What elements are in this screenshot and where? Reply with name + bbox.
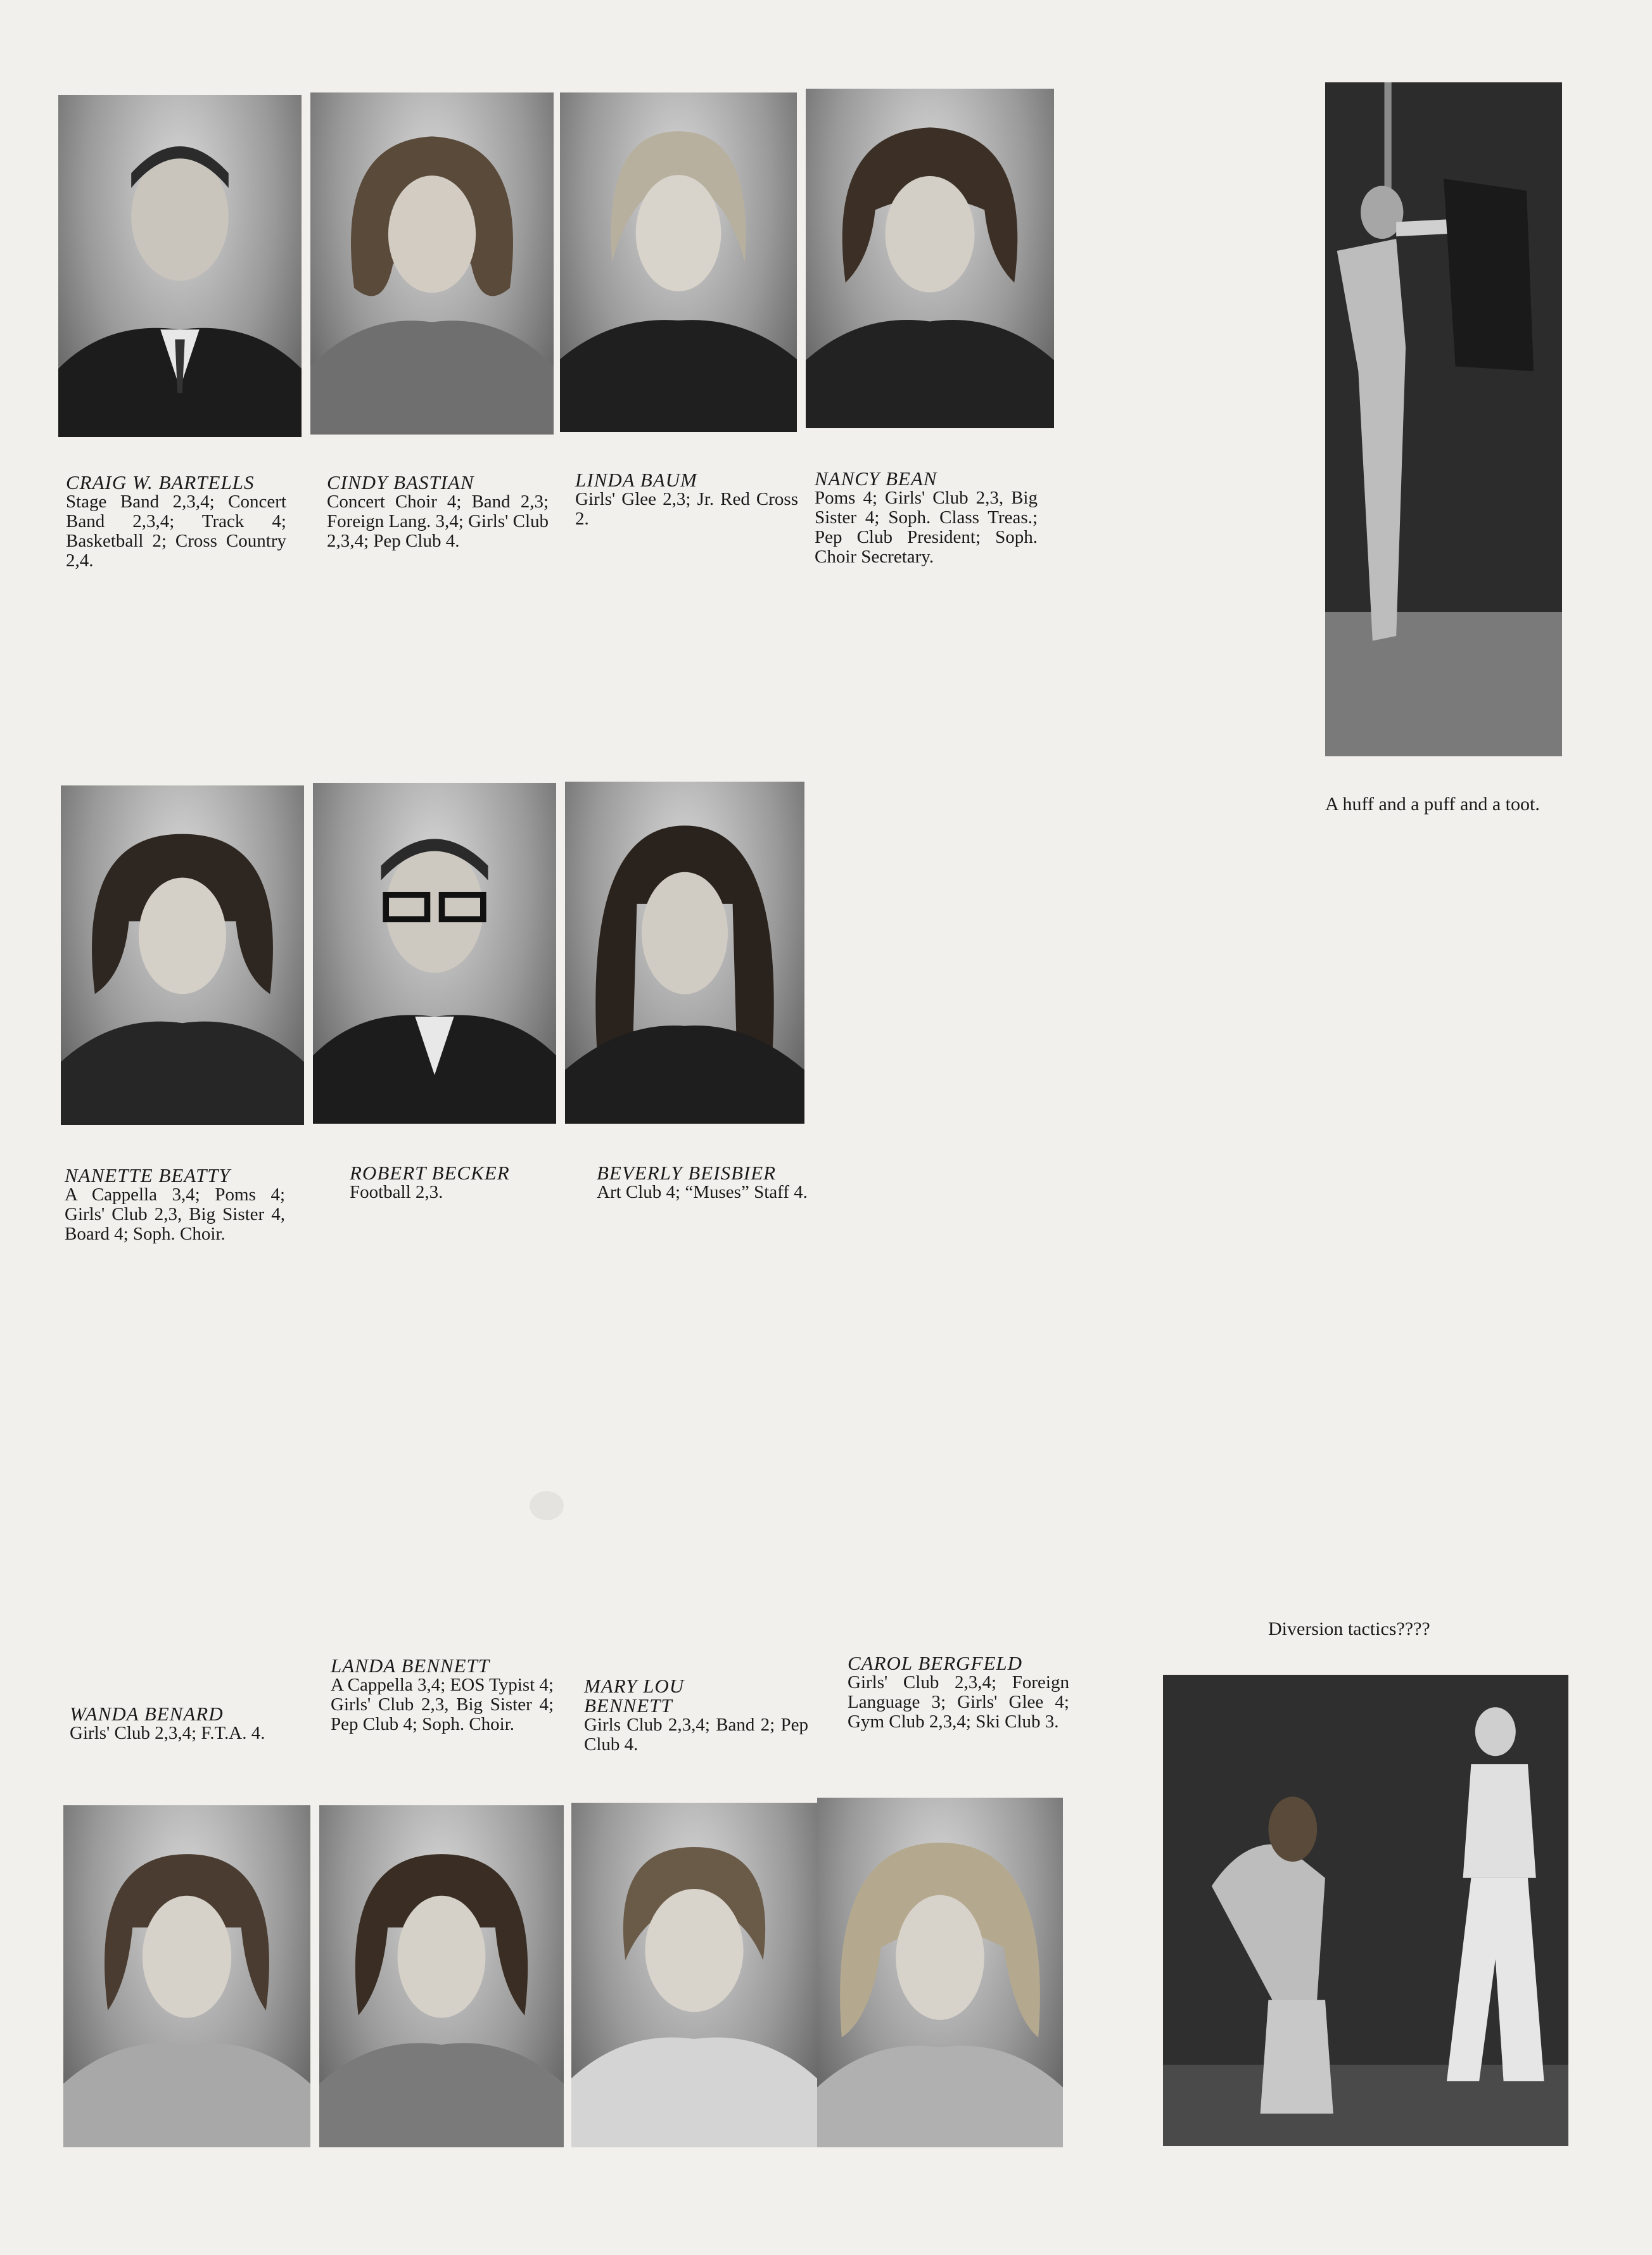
bio-mary-lou-bennett <box>584 1676 808 1755</box>
senior-name: LANDA BENNETT <box>331 1655 490 1677</box>
senior-activities: Girls' Club 2,3,4; Foreign Language 3; Girls' Glee 4; Gym Club 2,3,4; Ski Club 3. <box>848 1672 1069 1732</box>
portrait-wanda-benard <box>63 1805 310 2147</box>
bio-nanette-beatty <box>65 1166 285 1244</box>
senior-name: CINDY BASTIAN <box>327 471 474 493</box>
portrait-craig-bartells <box>58 95 302 437</box>
portrait-linda-baum <box>560 92 797 432</box>
senior-name: CRAIG W. BARTELLS <box>66 471 255 493</box>
senior-activities: Concert Choir 4; Band 2,3; Foreign Lang. 3,4; Girls' Club 2,3,4; Pep Club 4. <box>327 492 549 551</box>
portrait-beverly-beisbier <box>565 782 804 1124</box>
senior-activities: A Cappella 3,4; Poms 4; Girls' Club 2,3, Big Sister 4, Board 4; Soph. Choir. <box>65 1185 285 1244</box>
bio-cindy-bastian <box>327 473 549 551</box>
bio-linda-baum <box>575 470 798 529</box>
senior-name: BEVERLY BEISBIER <box>597 1162 777 1184</box>
candid-caption-dancing: Diversion tactics???? <box>1268 1618 1430 1639</box>
senior-name: WANDA BENARD <box>70 1703 224 1725</box>
dancing-couple-photo <box>1163 1675 1568 2146</box>
senior-name: MARY LOU BENNETT <box>584 1675 685 1717</box>
senior-activities: Poms 4; Girls' Club 2,3, Big Sister 4; Soph. Class Treas.; Pep Club President; Soph. Choir Secretary. <box>815 488 1038 567</box>
senior-activities: Football 2,3. <box>350 1182 443 1202</box>
portrait-robert-becker <box>313 783 556 1124</box>
senior-activities: Girls Club 2,3,4; Band 2; Pep Club 4. <box>584 1715 808 1755</box>
senior-name: CAROL BERGFELD <box>848 1652 1023 1674</box>
page-smudge <box>530 1491 564 1520</box>
senior-name: LINDA BAUM <box>575 469 697 491</box>
portrait-nanette-beatty <box>61 785 304 1125</box>
portrait-nancy-bean <box>806 89 1054 428</box>
senior-activities: Art Club 4; “Muses” Staff 4. <box>597 1182 808 1202</box>
bio-carol-bergfeld <box>848 1653 1069 1732</box>
senior-activities: Stage Band 2,3,4; Concert Band 2,3,4; Track 4; Basketball 2; Cross Country 2,4. <box>66 492 286 571</box>
band-trumpet-photo <box>1325 82 1562 756</box>
portrait-landa-bennett <box>319 1805 564 2147</box>
bio-beverly-beisbier <box>597 1163 820 1202</box>
portrait-mary-lou-bennett <box>571 1803 817 2147</box>
candid-caption-trumpet: A huff and a puff and a toot. <box>1325 794 1540 815</box>
senior-activities: Girls' Glee 2,3; Jr. Red Cross 2. <box>575 489 798 529</box>
senior-name: ROBERT BECKER <box>350 1162 510 1184</box>
portrait-cindy-bastian <box>310 92 554 435</box>
bio-wanda-benard <box>70 1704 291 1743</box>
senior-activities: Girls' Club 2,3,4; F.T.A. 4. <box>70 1723 265 1743</box>
bio-landa-bennett <box>331 1656 554 1734</box>
bio-nancy-bean <box>815 469 1038 567</box>
portrait-carol-bergfeld <box>817 1798 1063 2147</box>
bio-robert-becker <box>350 1163 571 1202</box>
senior-activities: A Cappella 3,4; EOS Typist 4; Girls' Club 2,3, Big Sister 4; Pep Club 4; Soph. Choir. <box>331 1675 554 1734</box>
senior-name: NANETTE BEATTY <box>65 1164 231 1186</box>
bio-craig-bartells <box>66 473 286 571</box>
senior-name: NANCY BEAN <box>815 467 937 490</box>
